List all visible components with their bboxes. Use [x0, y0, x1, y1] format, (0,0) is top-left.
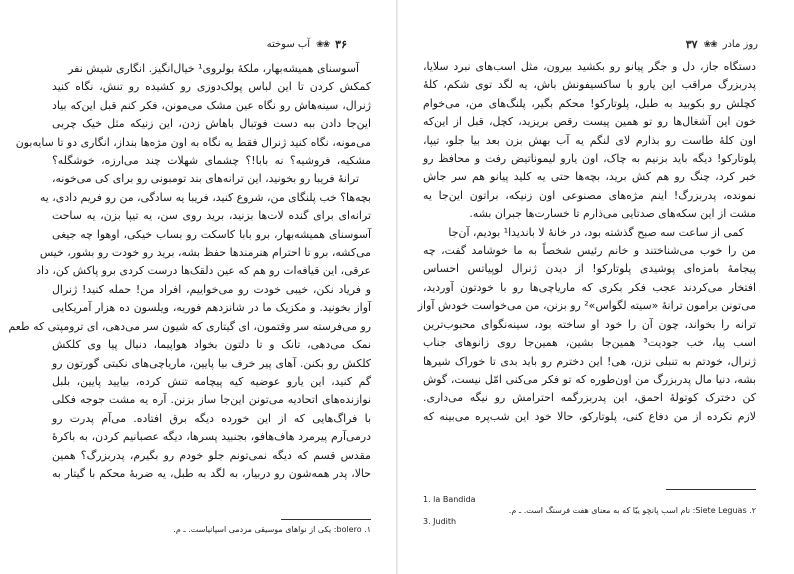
text-line: کلکش رو بکنن. آهای پیر خرف بیا پایین، ماریاچی‌های نکبتی گورتون رو	[52, 356, 371, 370]
text-line: آواز بخونید. و مکزیک ما در شانزدهم فوریه، ویلسون ده هزار آمریکایی	[52, 301, 371, 315]
text-line: کن دخترک کوتولهٔ احمق، این پدربزرگمه احترامش رو نیگه می‌داری.	[423, 391, 756, 405]
ornament-icon: ❀❀	[316, 40, 330, 50]
text-line: می‌تونن برامون ترانهٔ «سیته لگواس»² رو بزنن، من می‌خواست خودش آواز	[417, 299, 756, 313]
footnote-divider	[281, 519, 371, 520]
running-title: روز مادر	[722, 39, 758, 50]
text-line: کمکش کردن تا این لباس پولک‌دوزی رو کشیده رو تنش، نگاه کنید	[52, 80, 371, 94]
page-number: ۳۶	[335, 38, 347, 51]
text-line: خون این آشغال‌ها رو تو همین پیست رقص بریزید، کچل، قبل از این‌که	[423, 115, 756, 129]
text-line: ترانه‌ای برای گنده لات‌ها بزنید، برید روی سن، یه تیپا بزن، یه ساحت	[52, 209, 371, 223]
text-line: حالا، پدر همه‌شون رو دربیار، به لگد به طبل، یه ضربهٔ محکم با گیتار به	[52, 466, 371, 480]
text-line: کمی از ساعت سه صبح گذشته بود، در خانهٔ لا باندیدا¹ بودیم، آن‌جا	[448, 225, 744, 239]
text-line: ترانه را بخواند، چون آن را خود او ساخته بود، سینه‌نگوای محبوب‌ترین	[423, 317, 756, 331]
footnote: 1. la Bandida	[423, 495, 476, 504]
text-line: با فراگ‌هایی که از این خورده دیگه برق افتاده. می‌آم پدرت رو	[52, 411, 371, 425]
text-line: دستگاه جاز، دل و جگر پیانو رو بکشید بیرون، مثل اسب‌های نبرد سلایا،	[423, 60, 756, 73]
text-line: می‌کشه، برو تا احترام هنرمندها حفظ بشه، برید رو خودت رو بشور، خیس	[39, 246, 371, 260]
text-line: مقدس قسم که دیگه نمی‌تونم جلو خودم رو بگیرم، پدربزرگ؟ همین	[52, 448, 371, 462]
ornament-icon: ❀❀	[703, 40, 717, 50]
text-line: اسب پیا، خب جودیت³ همین‌جا بشین، همین‌جا روی زانوهای جناب	[423, 336, 756, 350]
text-line: بچه‌ها؟ خب پلنگای من، شروع کنید، فریبا یه سادگی، من رو فریم دادی، یه	[39, 190, 371, 204]
footnote: ۱. bolero: یکی از نواهای موسیقی مردمی اسپانیاست. ـ م.	[173, 525, 371, 534]
text-line: افتخار می‌کردند عجب فکر بکری که ماریاچی‌ها رو با خودتون آوردید،	[423, 280, 756, 294]
running-title: آب سوخته	[266, 39, 311, 50]
text-line: من را خوب می‌شناختند و خانم رئیس شخصاً به ما خوشامد گفت، چه	[423, 244, 756, 258]
page-number: ۳۷	[685, 38, 698, 51]
text-line: کچلش رو بکوبید به طبل، پلوتارکو! محکم بگیر، پلنگ‌های من، می‌خوام	[423, 96, 756, 110]
footnote-divider	[666, 489, 756, 490]
text-line: خبر کرد، چنگ رو هم کش برید، بچه‌ها حتی یه کلید پیانو هم سر جاش	[423, 170, 756, 184]
text-line: و فریاد نکن، خیبی خودت رو می‌خواییم، افراد من! حمله کنید! ژنرال	[52, 282, 371, 296]
left-footnotes	[140, 524, 371, 535]
text-line: پیجامهٔ بامزه‌ای پوشیدی پلوتارکو! از دیدن ژنرال لوپیاتس احساس	[423, 262, 756, 276]
right-footnotes	[423, 494, 756, 527]
footnote: ۲. Siete Leguas: نام اسب پانچو ییّا که به معنای هفت فرسنگ است. ـ م.	[508, 506, 756, 515]
text-line: مشکیه، فروشیه؟ نه بابا!؟ چشمای شهلات چند می‌ارزه، خوشگله؟	[52, 154, 371, 168]
text-line: ژنرال، سینه‌هاش رو نگاه عین مشک می‌مونن، فکر کنم قبل این‌که بیاد	[52, 98, 371, 112]
footnote: 3. Judith	[423, 517, 457, 526]
text-line: مشت از این سکه‌های صدتایی می‌ذارم تا خسارت‌ها جبران بشه.	[469, 207, 756, 221]
text-line: عرقی، این قیافه‌ات رو هم که عین دلقک‌ها درست کردی برو پاکش کن، داد	[36, 264, 371, 278]
text-line: می‌مونه، نگاه کنید ژنرال فقط یه نگاه به اون مژه‌ها بنداز، انگاری دو تا سایه‌بون	[15, 135, 371, 149]
text-line: نوازنده‌های اتحادیه می‌تونن این‌جا ساز بزنن. آره یه مشت جوجه فکلی	[52, 393, 371, 407]
text-line: ژنرال، خودتم به تنبلی نزن، هی! این دخترم رو باید بدی تا خوراک شیرها	[423, 354, 756, 368]
text-line: آسوسنای همیشه‌بهار، برو بابا کاسکت رو بساب خیکی، اوهوا چه جیغی	[52, 227, 371, 241]
text-line: پلوتارکو! دیگه باید بزنیم به چاک، اون یارو لیموناتیض رفت و محافظ رو	[423, 152, 756, 166]
right-body-text	[417, 58, 756, 426]
left-body-text	[8, 60, 371, 483]
text-line: بشه، دنیا مال پدربزرگ من اون‌طوره که تو فکر می‌کنی امّل نیست، گوش	[423, 372, 756, 386]
text-line: نمک می‌دهی، تانک و تا دلتون بخواد هواپیما، دنبال پیا وی کلکش	[52, 338, 371, 352]
left-page-header	[55, 38, 347, 52]
text-line: این‌جا دادن ببه دست فوتبال باهاش زدن، این زنیکه مثل خیک چربی	[52, 117, 371, 131]
text-line: گم کنید، این یارو عوضیه کیه پیچامه تنش کرده، بیایید پایین، بلبل	[52, 374, 371, 388]
text-line: نمونده، پدربزرگ! اینم مژه‌های مصنوعی اون زنیکه، براتون این‌جا یه	[423, 188, 756, 202]
text-line: آسوسنای همیشه‌بهار، ملکهٔ بولروی¹ خیال‌انگیز. انگاری شیش نفر	[68, 62, 359, 75]
text-line: لازم نکرده از من دفاع کنی، پلوتارکو، حالا خود این شب‌پره می‌بینه که	[423, 409, 756, 423]
text-line: پدربزرگ مراقب این یارو با ساکسیفونش باش، یه لگد توی شکم، کلهٔ	[423, 78, 756, 92]
text-line: اون کلهٔ طاست رو بذارم لای لنگم یه آب بهش بزن بعد بیا جلو، تیپا،	[423, 133, 756, 147]
text-line: درمی‌آرم پیرمرد هاف‌هافو، بجنبید پسرها، دیگه عصبانیم کردن، به باکرهٔ	[52, 430, 371, 444]
right-page	[397, 0, 794, 574]
text-line: ترانهٔ فریبا رو بخونید، این ترانه‌های بند تومبونی رو برای کی می‌خونه،	[51, 172, 359, 186]
right-page-header	[477, 38, 758, 52]
text-line: رو می‌فرسته سر وقتمون، ای گیتاری که شیون سر می‌دهی، ای ترومپتی که طعم	[8, 319, 371, 333]
